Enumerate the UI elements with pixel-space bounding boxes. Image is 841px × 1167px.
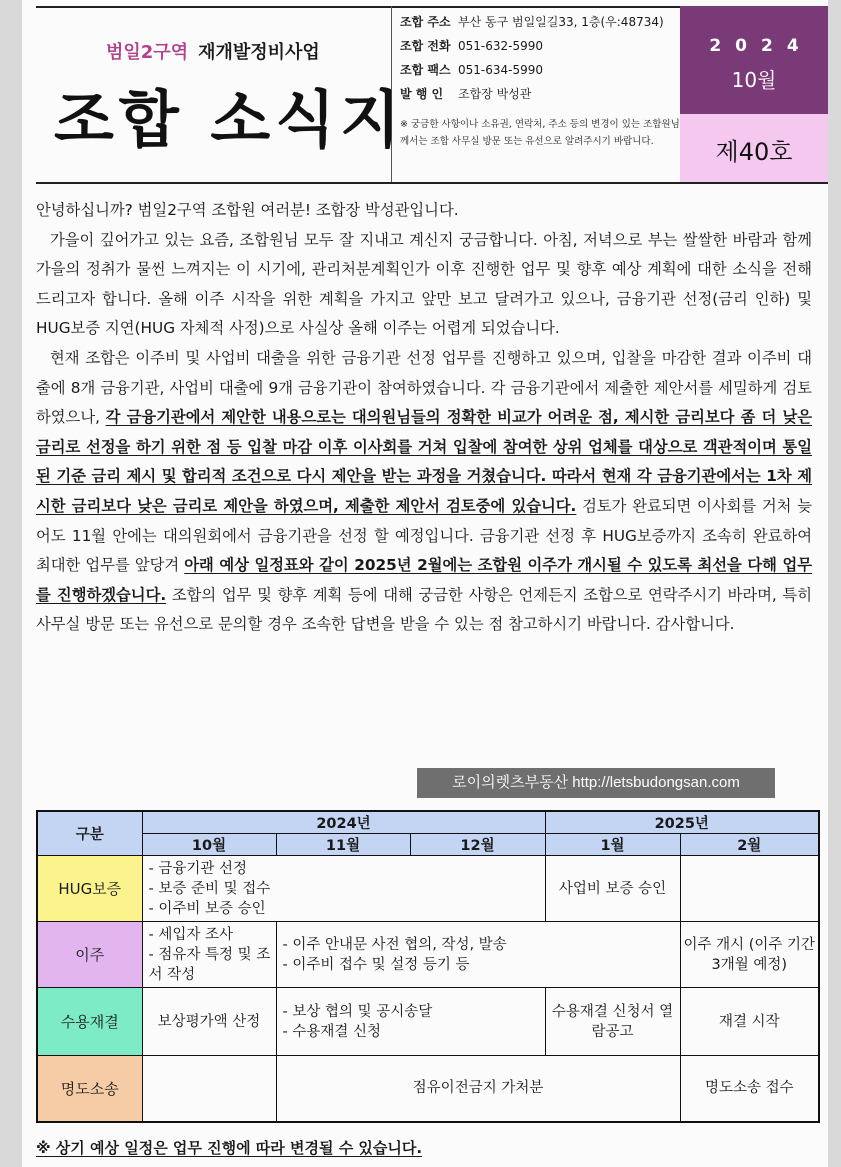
watermark-banner: 로이의렛츠부동산 http://letsbudongsan.com [417,768,775,798]
fax-value: 051-634-5990 [458,63,544,77]
table-row [37,988,819,1056]
hug-jan: 사업비 보증 승인 [545,856,680,922]
month-header: 11월 [276,834,410,856]
category-hug: HUG보증 [37,856,142,922]
paragraph-3-part-c: 검토가 완료되면 이사회를 거처 늦어도 11월 안에는 대의원회에서 금융기관을 선정 할 예정입니다. 금융기관 선정 후 HUG보증까지 조속히 완료하여 최대한 업무를 앞당겨 [36,496,812,575]
list-item: - 이주비 보증 승인 [148,900,266,917]
issue-number-box [680,114,828,182]
expropriation-oct: 보상평가액 산정 [142,988,276,1056]
paragraph-3-part-e: 조합의 업무 및 향후 계획 등에 대해 궁금한 사항은 언제든지 조합으로 연락주시기 바라며, 특히 사무실 방문 또는 유선으로 문의할 경우 조속한 답변을 받을 수 있는 점 참고하시기 바랍니다. 감사합니다. [36,585,812,634]
month-header: 12월 [410,834,545,856]
newsletter-title: 조합 소식지 [54,83,406,156]
phone-label: 조합 전화 [400,39,451,53]
list-item: - 이주 안내문 사전 협의, 작성, 발송 [282,936,507,953]
table-row [37,1056,819,1122]
month-header: 2월 [680,834,819,856]
fax-label: 조합 팩스 [400,63,451,77]
month-header: 1월 [545,834,680,856]
eviction-feb: 명도소송 접수 [680,1056,819,1122]
eviction-nov-jan: 점유이전금지 가처분 [276,1056,680,1122]
schedule-footnote: ※ 상기 예상 일정은 업무 진행에 따라 변경될 수 있습니다. [36,1139,423,1157]
hug-tasks [142,856,545,922]
list-item: - 점유자 특정 및 조서 작성 [148,946,271,983]
publisher-value: 조합장 박성관 [458,87,532,101]
relocation-nov-jan [276,922,680,988]
list-item: - 보상 협의 및 공시송달 [282,1003,433,1020]
year-2025-header: 2025년 [545,811,819,834]
month-header: 10월 [142,834,276,856]
paragraph-3 [36,344,812,640]
issue-month: 10월 [731,68,777,92]
letter-body [36,196,812,640]
newsletter-page [22,0,828,1167]
list-item: - 이주비 접수 및 설정 등기 등 [282,956,470,973]
expropriation-jan: 수용재결 신청서 열람공고 [545,988,680,1056]
paragraph-3-emphasis-2: 아래 예상 일정표와 같이 2025년 2월에는 조합원 이주가 개시될 수 있도록 최선을 다해 업무를 진행하겠습니다. [36,556,812,604]
category-header: 구분 [37,811,142,856]
paragraph-3-part-a: 현재 조합은 이주비 및 사업비 대출을 위한 금융기관 선정 업무를 진행하고 있으며, 입찰을 마감한 결과 이주비 대출에 8개 금융기관, 사업비 대출에 9개 금융기관이 참여하였습니다. 각 금융기관에서 제출한 제안서를 세밀하게 검토하였으나, [36,348,812,427]
header-subtitle [106,38,320,64]
issue-year: 2024 [709,36,813,56]
list-item: - 수용재결 신청 [282,1023,381,1040]
list-item: - 금융기관 선정 [148,860,247,877]
issue-number: 제40호 [715,138,793,166]
schedule-table [36,810,820,1123]
paragraph-2: 가을이 깊어가고 있는 요즘, 조합원님 모두 잘 지내고 계신지 궁금합니다. 아침, 저녁으로 부는 쌀쌀한 바람과 함께 가을의 정취가 물씬 느껴지는 이 시기에, 관리처분계획인가 이후 진행한 업무 및 향후 예상 계획에 대한 소식을 전해드리고자 합니다. 올해 이주 시작을 위한 계획을 가지고 앞만 보고 달려가고 있으나, 금융기관 선정(금리 인하) 및 HUG보증 지연(HUG 자체적 사정)으로 사실상 올해 이주는 어렵게 되었습니다. [36,230,812,338]
year-2024-header: 2024년 [142,811,545,834]
category-relocation: 이주 [37,922,142,988]
address-value: 부산 동구 범일일길33, 1층(우:48734) [458,15,664,29]
category-eviction-suit: 명도소송 [37,1056,142,1122]
contact-info [400,10,680,106]
publisher-label: 발 행 인 [400,87,444,101]
eviction-oct [142,1056,276,1122]
address-label: 조합 주소 [400,15,451,29]
greeting-paragraph: 안녕하십니까? 범일2구역 조합원 여러분! 조합장 박성관입니다. [36,201,459,219]
paragraph-3-emphasis-1: 각 금융기관에서 제안한 내용으로는 대의원님들의 정확한 비교가 어려운 점, 제시한 금리보다 좀 더 낮은 금리로 선정을 하기 위한 점 등 입찰 마감 이후 이사회를 거쳐 입찰에 참여한 상위 업체를 대상으로 객관적이며 통일된 기준 금리 제시 및 합리적 조건으로 다시 제안을 받는 과정을 거쳤습니다. 따라서 현재 각 금융기관에서는 1차 제시한 금리보다 낮은 금리로 제안을 하였으며, 제출한 제안서 검토중에 있습니다. [36,408,812,515]
list-item: - 세입자 조사 [148,926,233,943]
relocation-oct [142,922,276,988]
list-item: - 보증 준비 및 접수 [148,880,271,897]
relocation-feb: 이주 개시 (이주 기간 3개월 예정) [680,922,819,988]
district-name: 범일2구역 [106,42,189,63]
contact-note: ※ 궁금한 사항이나 소유권, 연락처, 주소 등의 변경이 있는 조합원님께서는 조합 사무실 방문 또는 유선으로 알려주시기 바랍니다. [400,119,680,147]
issue-date-box [680,6,828,114]
phone-value: 051-632-5990 [458,39,544,53]
table-row [37,856,819,922]
header-bottom-rule [36,182,828,184]
table-row [37,922,819,988]
hug-feb [680,856,819,922]
expropriation-nov-dec [276,988,545,1056]
category-expropriation: 수용재결 [37,988,142,1056]
expropriation-feb: 재결 시작 [680,988,819,1056]
business-name: 재개발정비사업 [198,42,320,63]
